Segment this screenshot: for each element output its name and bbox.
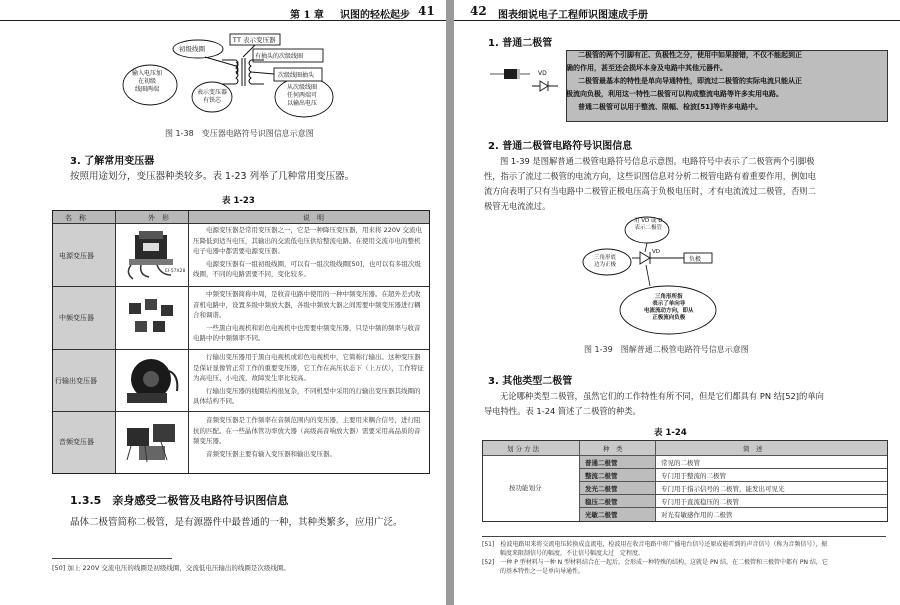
table-row-kind: 发光二极管 — [585, 485, 618, 493]
section1-title: 1. 普通二极管 — [488, 38, 553, 49]
diode-info-line: 二极管最基本的特性是单向导通特性，即流过二极管的实际电流只能从正 — [578, 77, 802, 85]
section135-title: 1.3.5 亲身感受二极管及电路符号识图信息 — [70, 494, 289, 507]
table-row-desc: 电源变压器是常用变压器之一，它是一种降压变压器，用来将 220V 交流电压降低到适当电压，其输出的交流低电压供给整流电路。在使用交流市电的整机电子电器中都需要电源变压器。 电源变压器有一组初级线圈，可以有一组次级线圈[50]，也可以有多组次级线圈，不同的电路需要不同，变化较多。 — [193, 226, 422, 278]
table-header-desc: 简 述 — [743, 445, 763, 453]
fig38-iron-core: 表示变压器 有铁芯 — [197, 89, 228, 104]
diode-info-line: 确的作用，甚至还会损坏本身及电路中其他元器件。 — [566, 64, 727, 72]
diode-info-line: 普通二极管可以用于整流、限幅、检波[51]等许多电路中。 — [578, 103, 763, 111]
section2-body: 图 1-39 是图解普通二极管电路符号信息示意图。电路符号中表示了二极管两个引脚极 性，指示了流过二极管的电流方向，这些识图信息对分析二极管电路有着重要作用，例如电 流方向表明了只有当电路中二极管正极电压高于负极电压时，才有电流流过二极管，否则二 极管无电流流过。 — [484, 156, 816, 211]
diode-photo-and-symbol — [484, 50, 564, 100]
chapter-label: 第 1 章 — [290, 10, 324, 21]
table-row-kind: 普通二极管 — [585, 459, 618, 467]
book-title: 图表细说电子工程师识图速成手册 — [498, 10, 648, 21]
table-row-desc: 常见的二极管 — [661, 459, 700, 467]
table-row-desc: 音频变压器是工作频率在音频范围内的变压器，主要用来耦合信号，进行阻抗的匹配。在一些晶体管功率放大器（高级高音响放大器）需要采用高品质的音频变压器。 音频变压器主要有输入变压器和输出变压器。 — [193, 416, 421, 458]
diode-info-line: 极流向负极，利用这一特性二极管可以构成整流电路等许多实用电路。 — [566, 90, 783, 98]
right-running-header — [454, 4, 900, 21]
table-row-desc: 专门用于整流的二极管 — [661, 472, 726, 480]
table-row-name: 行输出变压器 — [55, 377, 97, 385]
flyback-transformer-image — [121, 353, 183, 409]
table-row-kind: 光敏二极管 — [585, 511, 618, 519]
table-row-desc: 专门用于直流稳压的二极管 — [661, 498, 739, 506]
table-method-cell: 按功能划分 — [509, 484, 542, 492]
section135-body: 晶体二极管简称二极管，是有源器件中最普通的一种，其种类繁多，应用广泛。 — [70, 517, 403, 528]
section3-title: 3. 其他类型二极管 — [488, 376, 573, 387]
audio-transformer-image — [121, 416, 183, 468]
fig38-output: 从次级线圈 任何两端可 以输出电压 — [287, 84, 318, 107]
table-row-desc: 行输出变压器用于黑白电视机或彩色电视机中，它简称行输出。这种变压器是保证显像管正常工作的重要变压器，它工作在高压状态下（上万伏），工作特征为高电压、小电流，故障发生率比较高。 行输出变压器的线圈结构很复杂，不同机型中采用的行输出变压器其线圈的具体结构不同。 — [193, 353, 424, 405]
table-header-desc: 说 明 — [303, 214, 324, 222]
fig39-cathode: 负极 — [689, 256, 702, 263]
section3-body: 按照用途划分，变压器种类较多。表 1-23 列举了几种常用变压器。 — [70, 171, 355, 182]
power-transformer-model: EI-57X28 — [165, 269, 186, 274]
table-row-desc: 中频变压器简称中周，是收音电路中使用的一种中频变压器。在超外差式收音机电路中，设置多级中频放大器，各级中频放大器之间需要中频变压器进行耦合和调谐。 一些黑白电视机和彩色电视机中也需要中频变压器，只是中频的频率与收音电路中的中频频率不同。 — [193, 290, 421, 342]
table-header-row — [53, 211, 429, 223]
fig39-current-cloud: 三角形所指 表示了单向导 电流流动方向，即从 正极流向负极 — [644, 294, 694, 321]
table-row-kind: 整流二极管 — [585, 472, 618, 480]
fig38-transformer-label: T 表示变压器 — [237, 36, 276, 44]
fig39-vd: VD — [652, 249, 660, 255]
power-transformer-image — [121, 229, 186, 283]
table-row-name: 电源变压器 — [59, 252, 94, 260]
table-row-desc: 对光有敏感作用的二极管 — [661, 511, 733, 519]
section3-body: 无论哪种类型二极管，虽然它们的工作特性有所不同，但是它们都具有 PN 结[52]的单向 导电特性。表 1-24 简述了二极管的种类。 — [484, 391, 824, 416]
left-page — [0, 0, 446, 605]
left-footnote: [50] 加上 220V 交流电压的线圈是初级线圈，交流低电压输出的线圈是次级线圈。 — [52, 564, 290, 572]
section3-title: 3. 了解常用变压器 — [70, 156, 155, 167]
fig38-primary-coil: 初级线圈 — [179, 45, 205, 53]
right-footnotes: [51] 检波电路用来将交流电压转换成直流电，检波用在收音电路中将广播电台信号还原成能听到的声音信号（称为音频信号），振 幅度来限制信号的幅度，不让信号幅度太过 定程度。 [52] 一种 P 型材料与一种 N 型材料结合在一起后，会形成一种特殊的结构，这就是 PN 结，在二极管和三极管中都有 PN 结，它 的基本特性之一是单向导通性。 — [482, 541, 828, 575]
table23-title: 表 1-23 — [222, 196, 255, 206]
table-header-name: 名 称 — [65, 214, 86, 222]
transformer-symbol-figure — [0, 20, 446, 132]
table-row-name: 中频变压器 — [59, 314, 94, 322]
diode-table — [482, 440, 888, 522]
fig38-caption: 图 1-38 变压器电路符号识图信息示意图 — [165, 129, 314, 138]
transformer-table — [52, 210, 430, 474]
table-header-kind: 种 类 — [603, 445, 623, 453]
fig39-caption: 图 1-39 图解普通二极管电路符号信息示意图 — [584, 345, 749, 354]
page-number: 41 — [418, 4, 435, 18]
table24-title: 表 1-24 — [654, 428, 687, 438]
table-row-kind: 稳压二极管 — [585, 498, 618, 506]
right-page — [454, 0, 900, 605]
fig38-secondary-tap: 次级线圈抽头 — [278, 72, 315, 79]
fig38-secondary-arrow: 有抽头的次级线圈 — [255, 53, 304, 60]
page-number: 42 — [470, 4, 487, 18]
vd-label: VD — [538, 70, 547, 77]
section2-title: 2. 普通二极管电路符号识图信息 — [488, 141, 633, 152]
diode-info-line: 二极管的两个引脚有正、负极性之分，使用中如果接错，不仅不能起到正 — [578, 51, 802, 59]
symbol-t-label: T — [233, 37, 237, 44]
fig38-input-voltage: 输入电压加 在初级 线圈两端 — [132, 70, 163, 93]
table-header-method: 划 分 方 法 — [507, 445, 540, 453]
left-running-header — [0, 4, 446, 21]
fig39-anode-cloud: 三角形底 边为正极 — [594, 255, 617, 268]
fig39-vd-cloud: 用 VD 或 D 表示二极管 — [634, 218, 663, 231]
chapter-title: 识图的轻松起步 — [340, 10, 410, 21]
table-row-desc: 专门用于指示信号的二极管，能发出可见光 — [661, 485, 785, 493]
table-row-name: 音频变压器 — [59, 438, 94, 446]
table-header-row — [483, 441, 887, 455]
table-header-shape: 外 形 — [148, 214, 169, 222]
if-transformer-image — [121, 293, 183, 343]
